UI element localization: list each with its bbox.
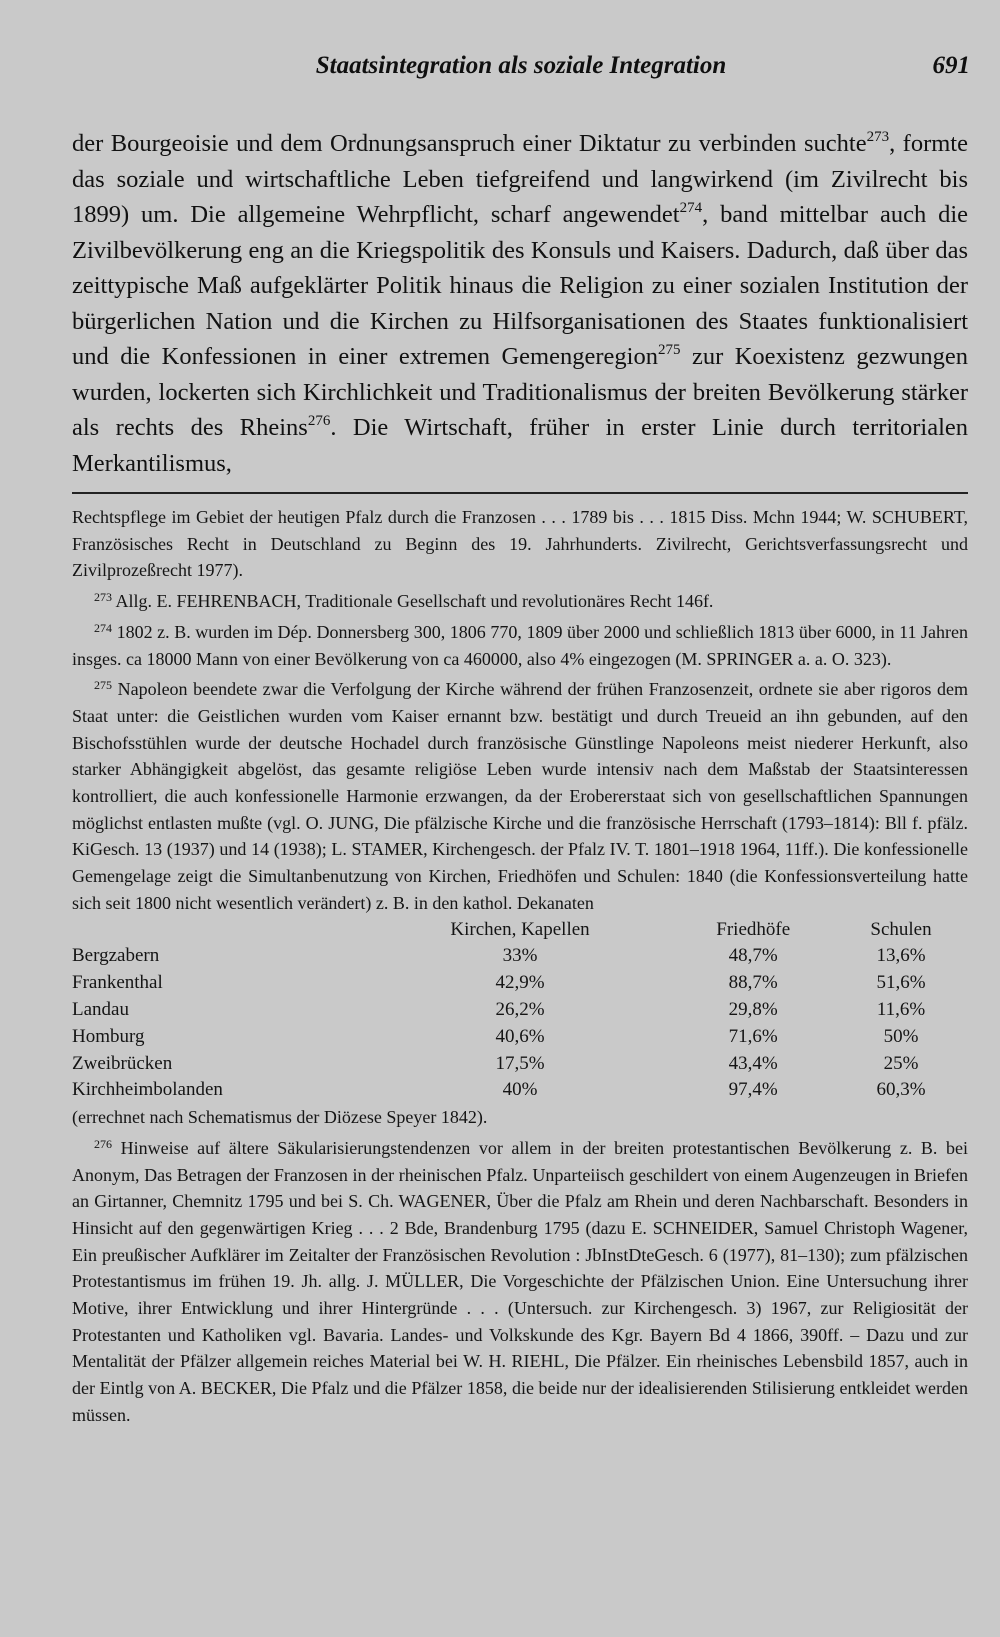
- table-cell: Zweibrücken: [72, 1052, 173, 1074]
- table-row: [72, 1024, 968, 1051]
- footnotes: [72, 504, 968, 1429]
- footnote-ref-274: 274: [679, 200, 703, 216]
- running-title: Staatsintegration als soziale Integration: [315, 52, 727, 79]
- table-cell: Kirchheimbolanden: [72, 1079, 223, 1101]
- table-cell: 51,6%: [876, 972, 926, 994]
- footnote-text: 1802 z. B. wurden im Dép. Donnersberg 300, 1806 770, 1809 über 2000 und schließlich 1813 über 6000, in 11 Jahren insges. ca 18000 Mann von einer Bevölkerung von ca 460000, also 4% eingezogen (M. SPRINGER a. a. O. 323).: [72, 621, 968, 669]
- table-row: [72, 943, 968, 970]
- table-cell: 17,5%: [495, 1052, 545, 1074]
- table-cell: 88,7%: [728, 972, 778, 994]
- table-cell: Frankenthal: [72, 972, 163, 994]
- table-header-row: [72, 917, 968, 944]
- footnote-number: 276: [94, 1136, 112, 1151]
- footnote-276: [72, 1131, 968, 1429]
- text-segment: , band mittelbar auch die Zivilbevölkerung eng an die Kriegspolitik des Konsuls und Kaisers. Dadurch, daß über das zeittypische Maß aufgeklärter Politik hinaus die Religion zu einer sozialen Institution der bürgerlichen Nation und die Kirchen zu Hilfsorganisationen des Staates funktionalisiert und die Konfessionen in einer extremen Gemengeregion: [72, 201, 968, 370]
- table-cell: 40,6%: [495, 1025, 545, 1047]
- column-header: Schulen: [870, 918, 932, 940]
- footnote-275: [72, 672, 968, 916]
- footnote-separator: [72, 492, 968, 494]
- table-cell: 40%: [502, 1079, 538, 1101]
- text-segment: der Bourgeoisie und dem Ordnungsanspruch einer Diktatur zu verbinden suchte: [72, 130, 867, 157]
- table-cell: Homburg: [72, 1025, 145, 1047]
- table-cell: 50%: [883, 1025, 919, 1047]
- footnote-ref-276: 276: [307, 413, 331, 429]
- table-cell: 43,4%: [728, 1052, 778, 1074]
- table-cell: 26,2%: [495, 998, 545, 1020]
- table-cell: 71,6%: [728, 1025, 778, 1047]
- column-header: Kirchen, Kapellen: [450, 918, 590, 940]
- table-cell: Landau: [72, 998, 129, 1020]
- footnote-continued: Rechtspflege im Gebiet der heutigen Pfalz durch die Franzosen . . . 1789 bis . . . 1815 Diss. Mchn 1944; W. SCHUBERT, Französisches Recht in Deutschland zu Beginn des 19. Jahrhunderts. Zivilrecht, Gerichtsverfassungsrecht und Zivilprozeßrecht 1977).: [72, 507, 968, 581]
- footnote-ref-273: 273: [866, 129, 890, 145]
- footnote-number: 275: [94, 678, 112, 693]
- table-cell: 97,4%: [728, 1079, 778, 1101]
- table-cell: 42,9%: [495, 972, 545, 994]
- footnote-ref-275: 275: [657, 342, 681, 358]
- footnote-text: Hinweise auf ältere Säkularisierungstendenzen vor allem in der breiten protestantischen Bevölkerung z. B. bei Anonym, Das Betragen der Franzosen in der rheinischen Pfalz. Unparteiisch geschildert von einem Augenzeugen in Briefen an Girtanner, Chemnitz 1795 und bei S. Ch. WAGENER, Über die Pfalz am Rhein und deren Nachbarschaft. Besonders in Hinsicht auf den gegenwärtigen Krieg . . . 2 Bde, Brandenburg 1795 (dazu E. SCHNEIDER, Samuel Christoph Wagener, Ein preußischer Aufklärer im Zeitalter der Französischen Revolution : JbInstDteGesch. 6 (1977), 81–130); zum pfälzischen Protestantismus im frühen 19. Jh. allg. J. MÜLLER, Die Vorgeschichte der Pfälzischen Union. Eine Untersuchung ihrer Motive, ihrer Entwicklung und ihrer Hintergründe . . . (Untersuch. zur Kirchengesch. 3) 1967, zur Religiosität der Protestanten und Katholiken vgl. Bavaria. Landes- und Volkskunde des Kgr. Bayern Bd 4 1866, 390ff. – Dazu und zur Mentalität der Pfälzer allgemein reiches Material bei W. H. RIEHL, Die Pfälzer. Ein rheinisches Lebensbild 1857, auch in der Eintlg von A. BECKER, Die Pfalz und die Pfälzer 1858, die beide nur der idealisierenden Stilisierung entkleidet werden müssen.: [72, 1137, 969, 1425]
- table-cell: 13,6%: [876, 945, 926, 967]
- table-cell: 11,6%: [876, 998, 926, 1020]
- table-cell: 25%: [883, 1052, 919, 1074]
- footnote-273: [72, 584, 968, 615]
- page-number: 691: [932, 52, 970, 79]
- column-header: Friedhöfe: [716, 918, 791, 940]
- main-text: [72, 126, 968, 481]
- text-segment: . Die Wirtschaft, früher in erster Linie durch territorialen Merkantilismus,: [72, 414, 969, 477]
- table-note: (errechnet nach Schematismus der Diözese Speyer 1842).: [72, 1107, 488, 1128]
- text-segment: , formte das soziale und wirtschaftliche Leben tiefgreifend und langwirkend (im Zivilrecht bis 1899) um. Die allgemeine Wehrpflicht, scharf angewendet: [72, 130, 968, 228]
- main-paragraph: [72, 126, 968, 481]
- table-row: [72, 1077, 968, 1104]
- column-header: [72, 917, 368, 944]
- dekanate-table: [72, 917, 968, 1105]
- table-row: [72, 970, 968, 997]
- table-cell: 48,7%: [728, 945, 778, 967]
- footnote-text: Allg. E. FEHRENBACH, Traditionale Gesellschaft und revolutionäres Recht 146f.: [115, 591, 714, 612]
- table-row: [72, 1051, 968, 1078]
- footnote-number: 273: [94, 590, 112, 605]
- table-cell: 33%: [502, 945, 538, 967]
- table-row: [72, 997, 968, 1024]
- table-cell: 29,8%: [728, 998, 778, 1020]
- running-header: [72, 52, 970, 88]
- table-cell: 60,3%: [876, 1079, 926, 1101]
- table-cell: Bergzabern: [72, 945, 160, 967]
- footnote-text: Napoleon beendete zwar die Verfolgung der Kirche während der frühen Franzosenzeit, ordnete sie aber rigoros dem Staat unter: die Geistlichen wurden vom Kaiser ernannt bzw. bestätigt und durch Treueid an ihn gebunden, auf den Bischofsstühlen wurde der deutsche Hochadel durch französische Günstlinge Napoleons meist niederer Herkunft, also starker Abhängigkeit abgelöst, das gesamte religiöse Leben wurde intensiv nach dem Maßstab der Staatsinteressen kontrolliert, die auch konfessionelle Harmonie erzwangen, da der Erobererstaat sich von gesellschaftlichen Spannungen möglichst entlasten mußte (vgl. O. JUNG, Die pfälzische Kirche und die französische Herrschaft (1793–1814): Bll f. pfälz. KiGesch. 13 (1937) und 14 (1938); L. STAMER, Kirchengesch. der Pfalz IV. T. 1801–1918 1964, 11ff.). Die konfessionelle Gemengelage zeigt die Simultanbenutzung von Kirchen, Friedhöfen und Schulen: 1840 (die Konfessionsverteilung hatte sich seit 1800 nicht wesentlich verändert) z. B. in den kathol. Dekanaten: [72, 679, 969, 913]
- footnote-number: 274: [94, 620, 112, 635]
- footnote-274: [72, 615, 968, 672]
- text-segment: zur Koexistenz gezwungen wurden, lockerten sich Kirchlichkeit und Traditionalismus der breiten Bevölkerung stärker als rechts des Rheins: [72, 343, 968, 441]
